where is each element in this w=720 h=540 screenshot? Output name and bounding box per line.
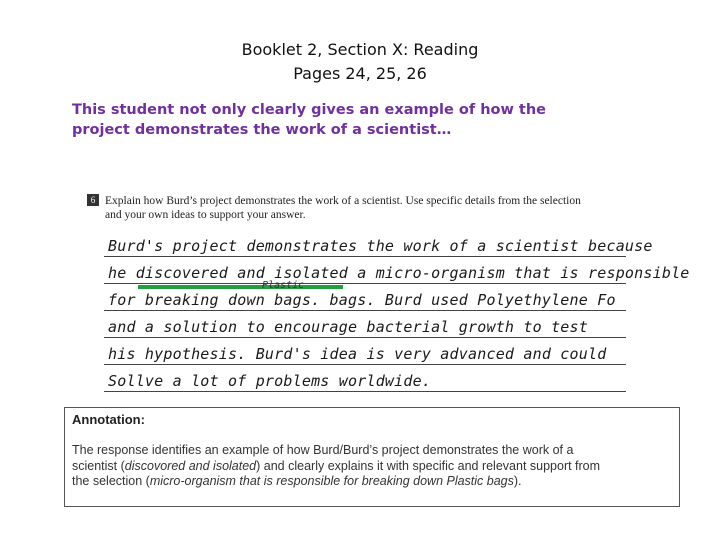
handwritten-line-2: he discovered and isolated a micro-organism that is responsible	[108, 264, 690, 282]
annotation-line-2-b: ) and clearly explains it with specific and relevant support from	[256, 458, 601, 473]
annotation-line-1: The response identifies an example of how Burd/Burd’s project demonstrates the work of a	[72, 443, 574, 457]
question-text-1: Explain how Burd’s project demonstrates the work of a scientist. Use specific details from the selection	[105, 195, 581, 207]
handwritten-line-4: and a solution to encourage bacterial growth to test	[108, 318, 588, 336]
annotation-body	[72, 443, 672, 490]
handwritten-line-6: Sollve a lot of problems worldwide.	[108, 372, 432, 390]
intro-line-1: This student not only clearly gives an example of how the	[72, 102, 547, 118]
page-title	[0, 38, 720, 86]
annotation-title: Annotation:	[72, 412, 145, 427]
annotation-line-2-italic: discovored and isolated	[124, 458, 257, 473]
annotation-line-2	[72, 459, 672, 475]
handwritten-line-1: Burd's project demonstrates the work of a scientist because	[108, 237, 653, 255]
title-line-2: Pages 24, 25, 26	[293, 64, 427, 83]
annotation-line-3-italic: micro-organism that is responsible for breaking down Plastic bags	[149, 474, 514, 488]
question-prompt	[87, 194, 647, 222]
intro-text	[72, 100, 632, 140]
question-number-badge: 6	[87, 194, 99, 206]
title-line-1: Booklet 2, Section X: Reading	[241, 40, 479, 59]
handwritten-insertion: Plastic	[262, 280, 305, 291]
question-line-1	[87, 194, 647, 208]
answer-rule	[104, 256, 626, 257]
annotation-line-3-a: the selection (	[72, 474, 150, 488]
answer-rule	[104, 364, 626, 365]
handwritten-line-5: his hypothesis. Burd's idea is very advanced and could	[108, 345, 607, 363]
annotation-line-3-b: ).	[513, 474, 522, 488]
annotation-line-3	[72, 474, 672, 490]
answer-rule	[104, 391, 626, 392]
answer-rule	[104, 283, 626, 284]
answer-rule	[104, 337, 626, 338]
question-line-2: and your own ideas to support your answer.	[105, 209, 306, 221]
answer-rule	[104, 310, 626, 311]
intro-line-2: project demonstrates the work of a scientist…	[72, 122, 452, 138]
handwritten-line-3: for breaking down bags. bags. Burd used Polyethylene Fo	[108, 291, 616, 309]
annotation-box	[64, 407, 680, 507]
green-highlight-underline	[138, 285, 343, 289]
annotation-line-2-a: scientist (	[72, 458, 125, 473]
